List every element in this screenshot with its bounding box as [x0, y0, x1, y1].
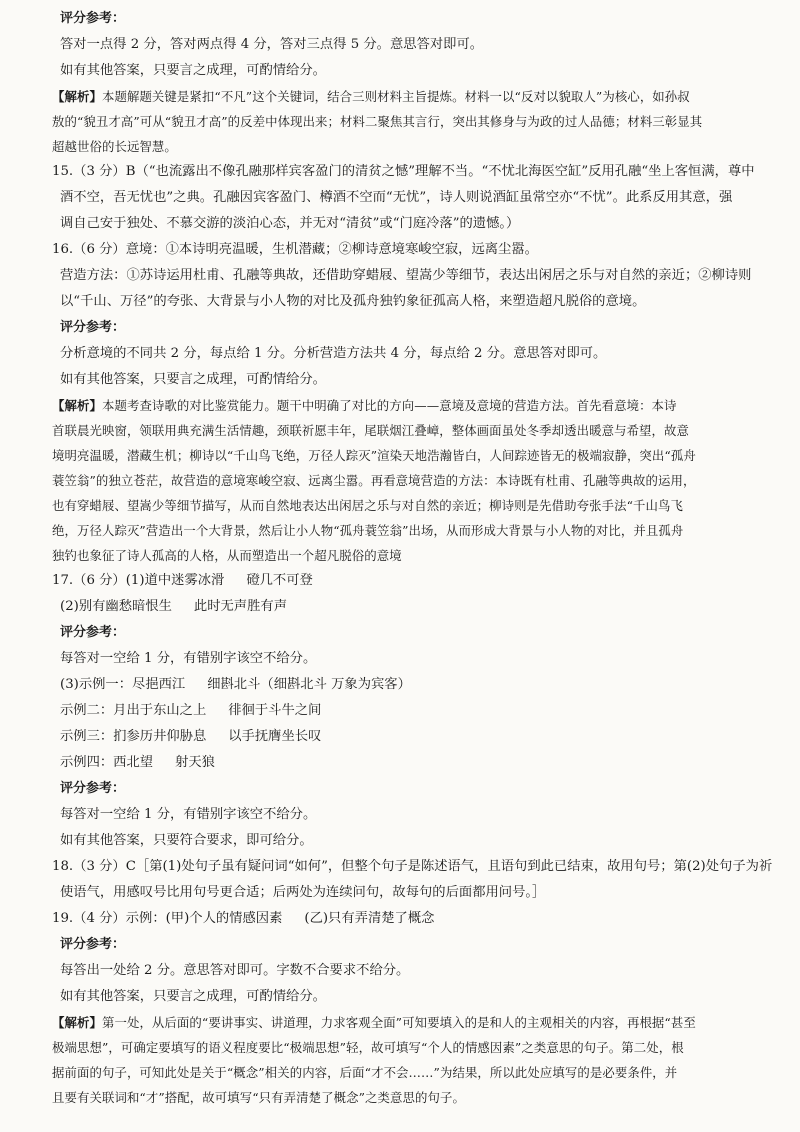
analysis-line — [52, 109, 752, 134]
line-text: 评分参考： — [60, 937, 126, 952]
text-line — [52, 341, 752, 367]
line-text: 敖的“貌丑才高”可从“貌丑才高”的反差中体现出来；材料二聚焦其言行，突出其修身与为政的过人品德；材料三彰显其 — [52, 114, 703, 129]
question-answer-line — [52, 159, 755, 185]
analysis-line — [52, 518, 752, 543]
question-answer-continuation — [52, 263, 752, 289]
answer-part: 17.（6 分）(1)道中迷雾冰滑 — [52, 573, 225, 588]
line-text: 如有其他答案，只要言之成理，可酌情给分。 — [60, 63, 326, 78]
analysis-tag: 【解析】 — [52, 1015, 102, 1030]
question-answer-line — [52, 568, 752, 594]
question-answer-line — [52, 854, 773, 880]
line-text: 评分参考： — [60, 625, 126, 640]
line-text: 营造方法：①苏诗运用杜甫、孔融等典故，还借助穿蜡屐、望嵩少等细节，表达出闲居之乐与对自然的亲近；②柳诗则 — [60, 268, 752, 283]
text-line — [52, 367, 752, 393]
question-answer-line — [52, 237, 752, 263]
line-text: 评分参考： — [60, 781, 126, 796]
line-text: 答对一点得 2 分，答对两点得 4 分，答对三点得 5 分。意思答对即可。 — [60, 37, 484, 52]
analysis-line — [52, 393, 752, 418]
line-text: 酒不空，吾无忧也”之典。孔融因宾客盈门、樽酒不空而“无忧”，诗人则说酒缸虽常空亦“不忧”。此系反用其意，强 — [60, 190, 733, 205]
text-line — [52, 802, 752, 828]
line-text: 如有其他答案，只要言之成理，可酌情给分。 — [60, 372, 326, 387]
line-text: 本题解题关键是紧扣“不凡”这个关键词，结合三则材料主旨提炼。材料一以“反对以貌取人”为核心，如孙叔 — [101, 89, 690, 104]
answer-part: (3)示例一：尽挹西江 — [60, 677, 186, 692]
analysis-line — [52, 493, 752, 518]
analysis-line — [52, 134, 752, 159]
section-heading — [52, 6, 752, 32]
line-text: 首联晨光映窗，领联用典充满生活情趣，颈联祈愿丰年，尾联烟江叠嶂，整体画面虽处冬季却透出暖意与希望，故意 — [52, 423, 690, 438]
text-line — [52, 750, 752, 776]
line-text: 本题考查诗歌的对比鉴赏能力。题干中明确了对比的方向——意境及意境的营造方法。首先看意境：本诗 — [101, 398, 677, 413]
analysis-line — [52, 1010, 752, 1035]
line-text: 18.（3 分）C［第(1)处句子虽有疑问词“如何”，但整个句子是陈述语气，且语句到此已结束，故用句号；第(2)处句子为祈 — [52, 859, 773, 874]
analysis-tag: 【解析】 — [52, 398, 102, 413]
text-line — [52, 958, 752, 984]
answer-part: 磴几不可登 — [246, 573, 313, 588]
line-text: 分析意境的不同共 2 分，每点给 1 分。分析营造方法共 4 分，每点给 2 分。意思答对即可。 — [60, 346, 607, 361]
line-text: 据前面的句子，可知此处是关于“概念”相关的内容，后面“才不会……”为结果，所以此处应填写的是必要条件，并 — [52, 1065, 678, 1080]
line-text: 境明亮温暖，潜藏生机；柳诗以“千山鸟飞绝，万径人踪灭”渲染天地浩瀚皆白，人间踪迹皆无的极端寂静，突出“孤舟 — [52, 448, 696, 463]
line-text: 如有其他答案，只要符合要求，即可给分。 — [60, 833, 313, 848]
text-line — [52, 672, 752, 698]
line-text: 评分参考： — [60, 11, 126, 26]
text-line — [52, 58, 752, 84]
section-heading — [52, 315, 752, 341]
question-answer-continuation — [52, 880, 752, 906]
line-text: 16.（6 分）意境：①本诗明亮温暖，生机潜藏；②柳诗意境寒峻空寂，远离尘嚣。 — [52, 242, 538, 257]
question-answer-continuation — [52, 185, 752, 211]
analysis-line — [52, 418, 752, 443]
answer-part: 射天狼 — [175, 755, 215, 770]
line-text: 每答对一空给 1 分，有错别字该空不给分。 — [60, 651, 317, 666]
question-answer-continuation — [52, 211, 752, 237]
line-text: 以“千山、万径”的夸张、大背景与小人物的对比及孤舟独钓象征孤高人格，来塑造超凡脱俗的意境。 — [60, 294, 646, 309]
line-text: 15.（3 分）B（“也流露出不像孔融那样宾客盈门的清贫之憾”理解不当。“不忧北海医空缸”反用孔融“坐上客恒满，尊中 — [52, 164, 755, 179]
analysis-line — [52, 443, 752, 468]
question-answer-continuation — [52, 289, 752, 315]
answer-part: 徘徊于斗牛之间 — [228, 703, 322, 718]
line-text: 独钓也象征了诗人孤高的人格，从而塑造出一个超凡脱俗的意境 — [52, 548, 402, 563]
line-text: 也有穿蜡屐、望嵩少等细节描写，从而自然地表达出闲居之乐与对自然的亲近；柳诗则是先借助夸张手法“千山鸟飞 — [52, 498, 683, 513]
answer-part: 示例三：扪参历井仰胁息 — [60, 729, 207, 744]
text-line — [52, 984, 752, 1010]
answer-part: 以手抚膺坐长叹 — [228, 729, 322, 744]
analysis-line — [52, 1085, 752, 1110]
answer-part: (乙)只有弄清楚了概念 — [304, 911, 435, 926]
analysis-line — [52, 84, 752, 109]
line-text: 第一处，从后面的“要讲事实、讲道理，力求客观全面”可知要填入的是和人的主观相关的内容，再根据“甚至 — [101, 1015, 696, 1030]
line-text: 每答出一处给 2 分。意思答对即可。字数不合要求不给分。 — [60, 963, 410, 978]
analysis-tag: 【解析】 — [52, 89, 102, 104]
question-answer-continuation — [52, 594, 752, 620]
line-text: 且要有关联词和“才”搭配，故可填写“只有弄清楚了概念”之类意思的句子。 — [52, 1090, 465, 1105]
section-heading — [52, 620, 752, 646]
line-text: 调自己安于独处、不慕交游的淡泊心态，并无对“清贫”或“门庭冷落”的遗憾。） — [60, 216, 520, 231]
line-text: 如有其他答案，只要言之成理，可酌情给分。 — [60, 989, 326, 1004]
text-line — [52, 698, 752, 724]
answer-part: 19.（4 分）示例：(甲)个人的情感因素 — [52, 911, 283, 926]
section-heading — [52, 932, 752, 958]
text-line — [52, 828, 752, 854]
text-line — [52, 32, 752, 58]
line-text: 评分参考： — [60, 320, 126, 335]
line-text: 蓑笠翁”的独立苍茫，故营造的意境寒峻空寂、远离尘嚣。再看意境营造的方法：本诗既有杜甫、孔融等典故的运用， — [52, 473, 696, 488]
analysis-line — [52, 1060, 752, 1085]
text-line — [52, 724, 752, 750]
analysis-line — [52, 468, 752, 493]
answer-part: 此时无声胜有声 — [193, 599, 287, 614]
answer-part: (2)别有幽愁暗恨生 — [60, 599, 172, 614]
section-heading — [52, 776, 752, 802]
text-line — [52, 646, 752, 672]
answer-part: 示例二：月出于东山之上 — [60, 703, 207, 718]
line-text: 绝，万径人踪灭”营造出一个大背景，然后让小人物“孤舟蓑笠翁”出场，从而形成大背景与小人物的对比，并且孤舟 — [52, 523, 684, 538]
analysis-line — [52, 1035, 752, 1060]
line-text: 使语气，用感叹号比用句号更合适；后两处为连续问句，故每句的后面都用问号。］ — [60, 885, 546, 900]
answer-part: 示例四：西北望 — [60, 755, 154, 770]
answer-part: 细斟北斗（细斟北斗 万象为宾客） — [207, 677, 411, 692]
line-text: 每答对一空给 1 分，有错别字该空不给分。 — [60, 807, 317, 822]
line-text: 超越世俗的长远智慧。 — [52, 139, 177, 154]
analysis-line — [52, 543, 752, 568]
question-answer-line — [52, 906, 752, 932]
line-text: 极端思想”，可确定要填写的语义程度要比“极端思想”轻，故可填写“个人的情感因素”之类意思的句子。第二处，根 — [52, 1040, 684, 1055]
